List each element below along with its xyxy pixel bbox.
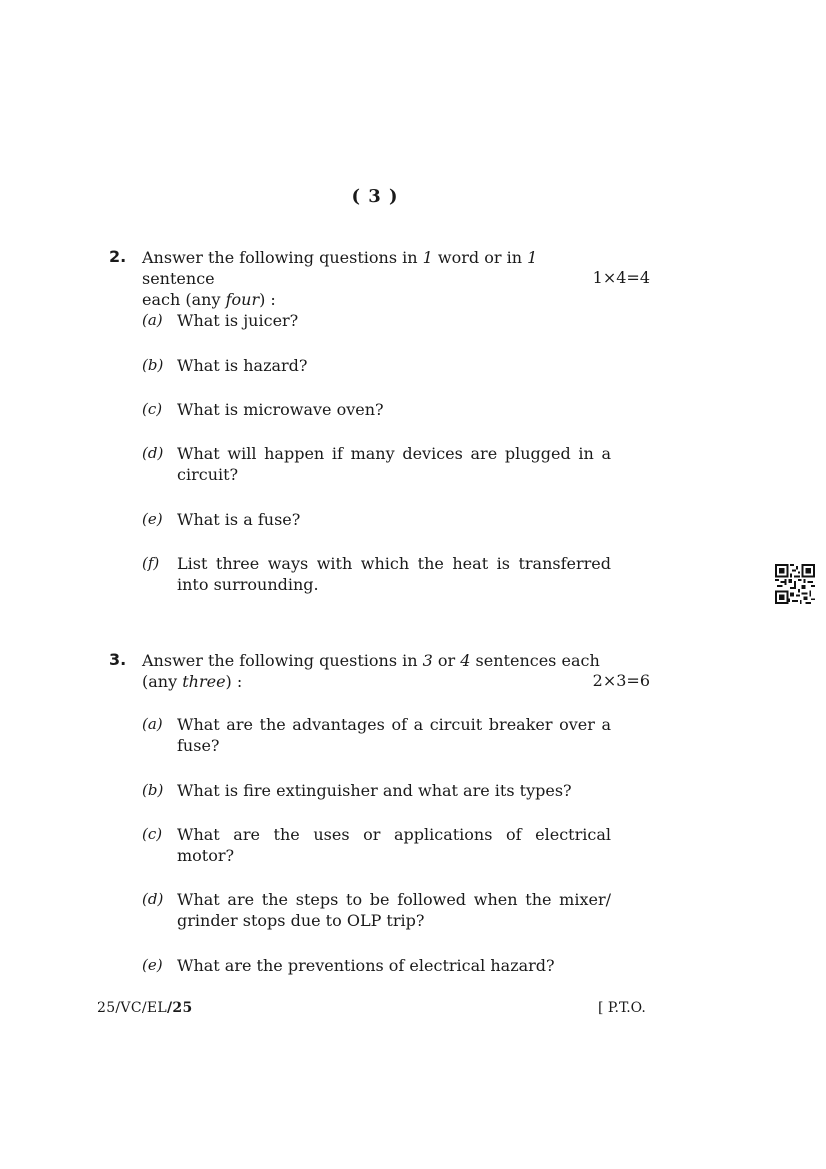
q3-item-e-label: (e) [142, 956, 163, 974]
q2-item-c-label: (c) [142, 400, 163, 418]
q3-item-a-text: What are the advantages of a circuit breaker over a fuse? [177, 715, 611, 755]
q3-item-d-label: (d) [142, 890, 164, 908]
q3-item-c-label: (c) [142, 825, 163, 843]
q3-item-a-label: (a) [142, 715, 163, 733]
question-2-number: 2. [109, 247, 127, 266]
q3-item-d-text: What are the steps to be followed when the mixer/ grinder stops due to OLP trip? [177, 890, 611, 930]
q3-prompt-part: three [182, 672, 226, 691]
q2-prompt-part: 1 [527, 248, 538, 267]
q2-item-f-label: (f) [142, 554, 160, 572]
q2-prompt-part: sentence [142, 269, 215, 288]
q3-prompt-part: Answer the following questions in [142, 651, 423, 670]
q2-item-f-text: List three ways with which the heat is transferred into surrounding. [177, 554, 611, 594]
q2-item-d-text: What will happen if many devices are plugged in a circuit? [177, 444, 611, 484]
q2-item-a-label: (a) [142, 311, 163, 329]
q3-item-b-text: What is fire extinguisher and what are its types? [177, 781, 572, 800]
q3-item-e-text: What are the preventions of electrical hazard? [177, 956, 555, 975]
q2-item-c-text: What is microwave oven? [177, 400, 384, 419]
paper-code-prefix: 25/VC/EL [97, 1000, 167, 1016]
q2-item-b-label: (b) [142, 356, 164, 374]
paper-code [97, 1000, 193, 1016]
q2-item-a-text: What is juicer? [177, 311, 299, 330]
page-number: ( 3 ) [351, 186, 399, 207]
q3-item-c-text: What are the uses or applications of electrical motor? [177, 825, 611, 865]
q2-prompt-part: word or in [432, 248, 528, 267]
q2-prompt-part: Answer the following questions in [142, 248, 423, 267]
q3-prompt-part: 3 [422, 651, 433, 670]
q2-prompt-part: four [225, 290, 260, 309]
q2-prompt-part: ) : [259, 290, 276, 309]
q2-prompt-part: each (any [142, 290, 226, 309]
paper-code-suffix: /25 [167, 1000, 193, 1016]
q3-prompt-part: (any [142, 672, 183, 691]
q3-item-b-label: (b) [142, 781, 164, 799]
q2-item-d-label: (d) [142, 444, 164, 462]
question-2-marks: 1×4=4 [592, 268, 650, 287]
question-3-number: 3. [109, 650, 127, 669]
q3-prompt-part: 4 [460, 651, 471, 670]
q3-prompt-part: sentences each [470, 651, 600, 670]
q3-prompt-part: ) : [225, 672, 243, 691]
q2-item-e-label: (e) [142, 510, 163, 528]
q2-item-b-text: What is hazard? [177, 356, 308, 375]
q2-item-e-text: What is a fuse? [177, 510, 301, 529]
q3-prompt-part: or [432, 651, 461, 670]
q2-prompt-part: 1 [422, 248, 433, 267]
question-3-marks: 2×3=6 [592, 671, 650, 690]
please-turn-over: [ P.T.O. [598, 1000, 646, 1016]
qr-code [775, 564, 815, 604]
